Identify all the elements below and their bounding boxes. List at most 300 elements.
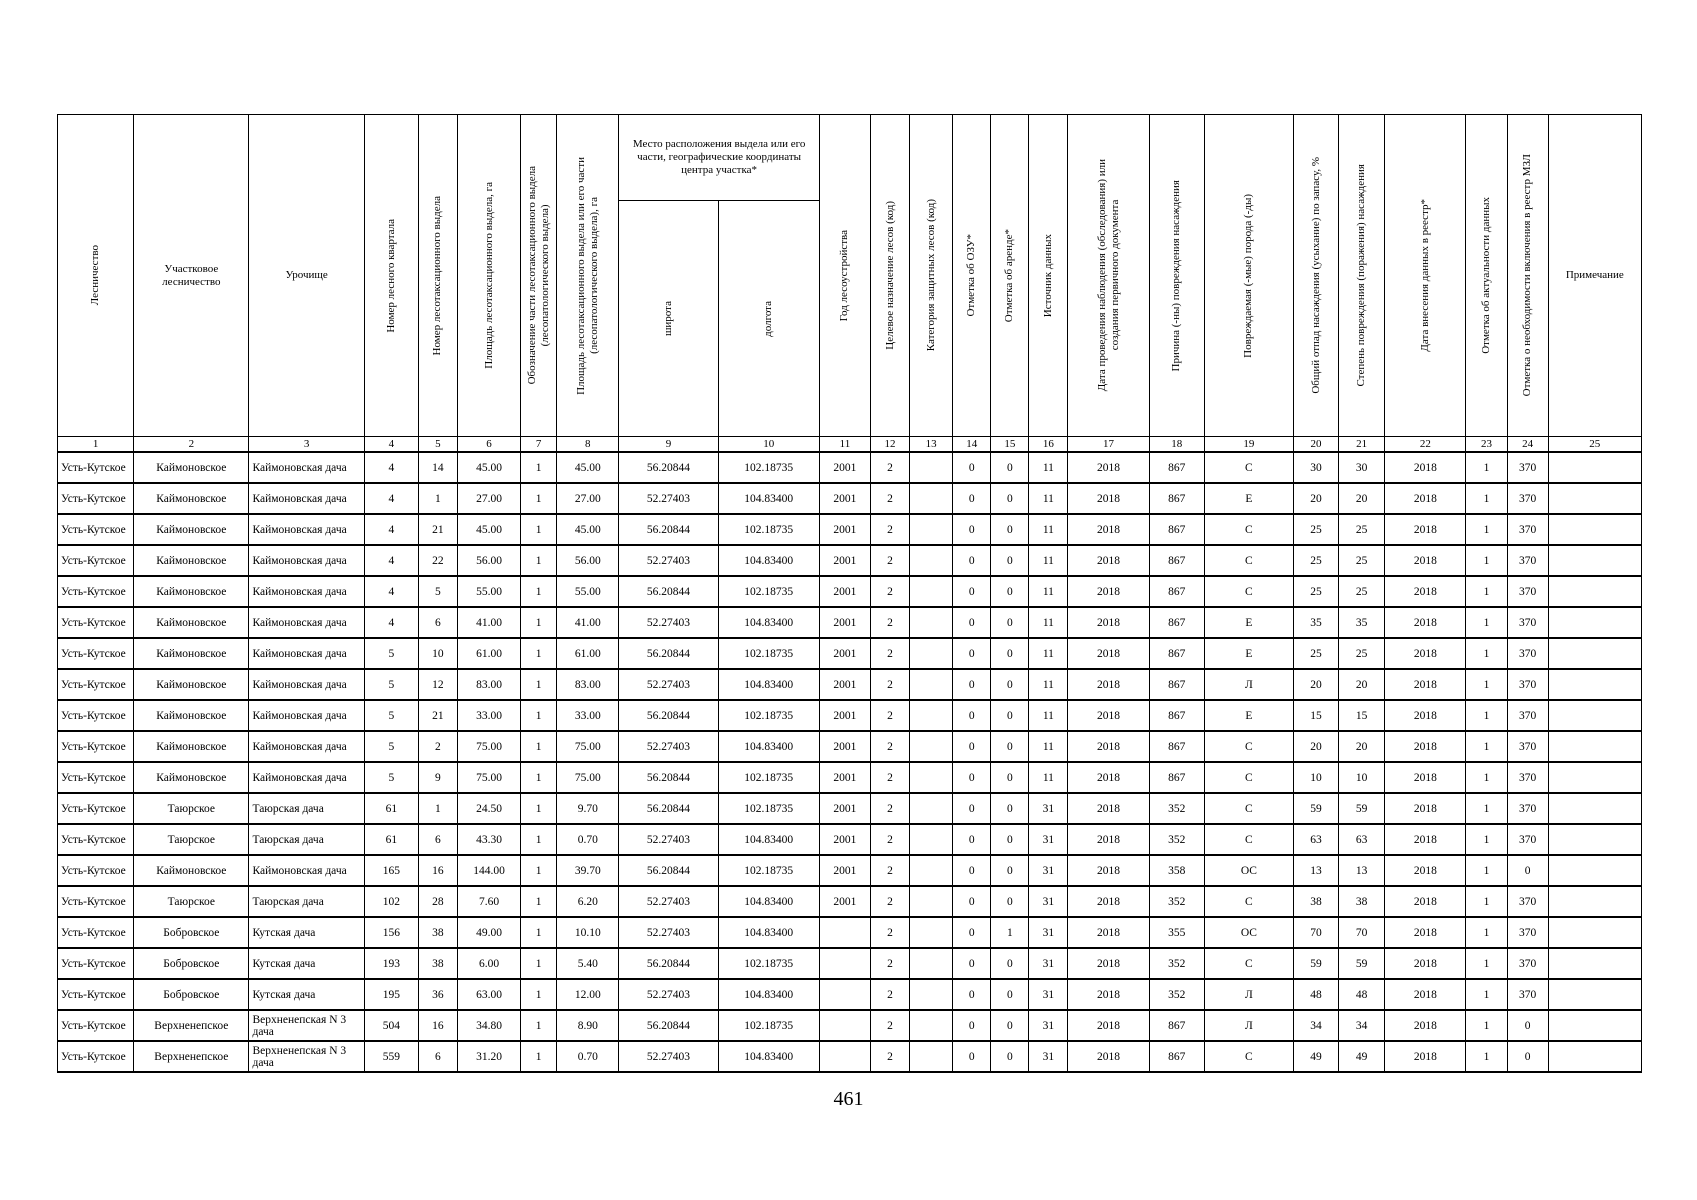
column-number: 21 <box>1339 437 1385 453</box>
cell-quarter: 4 <box>364 514 418 545</box>
cell-registry-date: 2018 <box>1385 948 1466 979</box>
cell-plot: 16 <box>418 855 457 886</box>
cell-species: С <box>1204 576 1293 607</box>
cell-plot: 10 <box>418 638 457 669</box>
cell-dieback: 48 <box>1294 979 1339 1010</box>
header-ozu-mark: Отметка об ОЗУ* <box>953 115 991 437</box>
cell-plot: 21 <box>418 700 457 731</box>
cell-part: 1 <box>521 700 557 731</box>
cell-note <box>1548 452 1641 483</box>
cell-relevance-mark: 1 <box>1466 576 1507 607</box>
header-relevance-mark: Отметка об актуальности данных <box>1466 115 1507 437</box>
cell-tract: Каймоновская дача <box>249 700 364 731</box>
cell-latitude: 56.20844 <box>619 948 718 979</box>
cell-relevance-mark: 1 <box>1466 483 1507 514</box>
cell-part-area: 55.00 <box>557 576 619 607</box>
cell-damage-cause: 867 <box>1149 1010 1204 1041</box>
header-plot-area: Площадь лесотаксационного выдела, га <box>457 115 520 437</box>
cell-longitude: 104.83400 <box>718 824 819 855</box>
cell-data-source: 11 <box>1029 700 1068 731</box>
cell-part: 1 <box>521 607 557 638</box>
cell-longitude: 104.83400 <box>718 917 819 948</box>
cell-forestry: Усть-Кутское <box>58 700 134 731</box>
cell-latitude: 52.27403 <box>619 669 718 700</box>
cell-damage-cause: 358 <box>1149 855 1204 886</box>
cell-tract: Верхненепская N 3 дача <box>249 1010 364 1041</box>
cell-ozu-mark: 0 <box>953 793 991 824</box>
cell-purpose-code: 2 <box>870 545 909 576</box>
cell-forestry: Усть-Кутское <box>58 731 134 762</box>
cell-note <box>1548 886 1641 917</box>
column-number: 7 <box>521 437 557 453</box>
cell-damage-degree: 59 <box>1339 793 1385 824</box>
cell-observation-date: 2018 <box>1068 793 1149 824</box>
cell-lease-mark: 0 <box>991 700 1029 731</box>
cell-forestry: Усть-Кутское <box>58 855 134 886</box>
cell-observation-date: 2018 <box>1068 762 1149 793</box>
cell-purpose-code: 2 <box>870 1041 909 1072</box>
header-observation-date: Дата проведения наблюдения (обследования) или создания первичного документа <box>1068 115 1149 437</box>
cell-note <box>1548 917 1641 948</box>
cell-forestry: Усть-Кутское <box>58 576 134 607</box>
cell-damage-cause: 867 <box>1149 452 1204 483</box>
table-row <box>58 762 1642 793</box>
cell-damage-cause: 867 <box>1149 638 1204 669</box>
header-plot-part: Обозначение части лесотаксационного выдела (лесопатологического выдела) <box>521 115 557 437</box>
cell-ozu-mark: 0 <box>953 545 991 576</box>
cell-species: С <box>1204 452 1293 483</box>
cell-tract: Каймоновская дача <box>249 576 364 607</box>
cell-observation-date: 2018 <box>1068 979 1149 1010</box>
cell-inventory-year: 2001 <box>819 824 870 855</box>
column-number: 17 <box>1068 437 1149 453</box>
table-row <box>58 731 1642 762</box>
cell-part: 1 <box>521 793 557 824</box>
cell-mzl-mark: 0 <box>1507 1041 1548 1072</box>
cell-protective-category <box>910 1010 953 1041</box>
cell-part-area: 56.00 <box>557 545 619 576</box>
cell-damage-cause: 867 <box>1149 545 1204 576</box>
cell-lease-mark: 0 <box>991 545 1029 576</box>
cell-protective-category <box>910 731 953 762</box>
cell-data-source: 11 <box>1029 576 1068 607</box>
cell-tract: Верхненепская N 3 дача <box>249 1041 364 1072</box>
cell-inventory-year: 2001 <box>819 607 870 638</box>
cell-note <box>1548 979 1641 1010</box>
cell-protective-category <box>910 545 953 576</box>
column-number: 25 <box>1548 437 1641 453</box>
cell-ozu-mark: 0 <box>953 855 991 886</box>
cell-data-source: 31 <box>1029 1041 1068 1072</box>
cell-longitude: 102.18735 <box>718 638 819 669</box>
cell-damage-cause: 867 <box>1149 576 1204 607</box>
cell-ozu-mark: 0 <box>953 886 991 917</box>
table-row <box>58 638 1642 669</box>
cell-lease-mark: 0 <box>991 793 1029 824</box>
cell-relevance-mark: 1 <box>1466 886 1507 917</box>
cell-quarter: 193 <box>364 948 418 979</box>
cell-part: 1 <box>521 762 557 793</box>
column-number: 9 <box>619 437 718 453</box>
cell-district: Верхненепское <box>134 1010 249 1041</box>
cell-forestry: Усть-Кутское <box>58 514 134 545</box>
cell-tract: Каймоновская дача <box>249 607 364 638</box>
cell-longitude: 104.83400 <box>718 979 819 1010</box>
table-row <box>58 793 1642 824</box>
cell-purpose-code: 2 <box>870 917 909 948</box>
cell-note <box>1548 855 1641 886</box>
cell-part-area: 39.70 <box>557 855 619 886</box>
cell-lease-mark: 0 <box>991 731 1029 762</box>
cell-observation-date: 2018 <box>1068 886 1149 917</box>
cell-damage-degree: 30 <box>1339 452 1385 483</box>
table-row <box>58 700 1642 731</box>
cell-damage-degree: 20 <box>1339 483 1385 514</box>
cell-dieback: 20 <box>1294 731 1339 762</box>
cell-species: С <box>1204 793 1293 824</box>
cell-part: 1 <box>521 545 557 576</box>
cell-damage-degree: 34 <box>1339 1010 1385 1041</box>
page-number: 461 <box>833 1088 864 1110</box>
cell-data-source: 11 <box>1029 452 1068 483</box>
cell-mzl-mark: 370 <box>1507 731 1548 762</box>
header-damage-degree: Степень повреждения (поражения) насаждения <box>1339 115 1385 437</box>
cell-mzl-mark: 370 <box>1507 669 1548 700</box>
cell-part: 1 <box>521 452 557 483</box>
cell-purpose-code: 2 <box>870 452 909 483</box>
cell-dieback: 25 <box>1294 638 1339 669</box>
cell-species: Л <box>1204 1010 1293 1041</box>
cell-species: С <box>1204 948 1293 979</box>
cell-tract: Каймоновская дача <box>249 669 364 700</box>
cell-mzl-mark: 0 <box>1507 855 1548 886</box>
cell-inventory-year: 2001 <box>819 576 870 607</box>
cell-note <box>1548 948 1641 979</box>
cell-species: Е <box>1204 700 1293 731</box>
cell-damage-cause: 867 <box>1149 483 1204 514</box>
cell-data-source: 31 <box>1029 793 1068 824</box>
cell-inventory-year: 2001 <box>819 452 870 483</box>
cell-purpose-code: 2 <box>870 514 909 545</box>
cell-lease-mark: 0 <box>991 638 1029 669</box>
cell-part-area: 83.00 <box>557 669 619 700</box>
cell-mzl-mark: 370 <box>1507 948 1548 979</box>
cell-part-area: 0.70 <box>557 824 619 855</box>
cell-quarter: 5 <box>364 700 418 731</box>
cell-lease-mark: 0 <box>991 886 1029 917</box>
cell-longitude: 102.18735 <box>718 855 819 886</box>
header-mzl-mark: Отметка о необходимости включения в реестр МЗЛ <box>1507 115 1548 437</box>
cell-damage-degree: 25 <box>1339 514 1385 545</box>
cell-data-source: 31 <box>1029 1010 1068 1041</box>
cell-quarter: 4 <box>364 483 418 514</box>
cell-purpose-code: 2 <box>870 669 909 700</box>
cell-damage-cause: 352 <box>1149 979 1204 1010</box>
cell-data-source: 11 <box>1029 514 1068 545</box>
header-tract: Урочище <box>249 115 364 437</box>
cell-part-area: 0.70 <box>557 1041 619 1072</box>
cell-plot: 1 <box>418 483 457 514</box>
table-body <box>58 452 1642 1072</box>
cell-registry-date: 2018 <box>1385 638 1466 669</box>
cell-observation-date: 2018 <box>1068 669 1149 700</box>
cell-ozu-mark: 0 <box>953 1010 991 1041</box>
cell-purpose-code: 2 <box>870 824 909 855</box>
cell-longitude: 102.18735 <box>718 700 819 731</box>
cell-inventory-year <box>819 979 870 1010</box>
table-row <box>58 948 1642 979</box>
table-row <box>58 514 1642 545</box>
cell-plot: 6 <box>418 1041 457 1072</box>
cell-relevance-mark: 1 <box>1466 762 1507 793</box>
cell-inventory-year: 2001 <box>819 793 870 824</box>
cell-quarter: 5 <box>364 638 418 669</box>
cell-forestry: Усть-Кутское <box>58 452 134 483</box>
cell-damage-degree: 20 <box>1339 669 1385 700</box>
cell-quarter: 102 <box>364 886 418 917</box>
cell-latitude: 52.27403 <box>619 545 718 576</box>
cell-longitude: 102.18735 <box>718 948 819 979</box>
cell-latitude: 56.20844 <box>619 514 718 545</box>
cell-damage-cause: 867 <box>1149 514 1204 545</box>
table-row <box>58 607 1642 638</box>
header-part-area: Площадь лесотаксационного выдела или его части (лесопатологического выдела), га <box>557 115 619 437</box>
cell-ozu-mark: 0 <box>953 762 991 793</box>
cell-lease-mark: 0 <box>991 979 1029 1010</box>
cell-lease-mark: 0 <box>991 607 1029 638</box>
cell-note <box>1548 638 1641 669</box>
cell-species: С <box>1204 886 1293 917</box>
cell-mzl-mark: 370 <box>1507 452 1548 483</box>
cell-relevance-mark: 1 <box>1466 1010 1507 1041</box>
cell-ozu-mark: 0 <box>953 1041 991 1072</box>
cell-purpose-code: 2 <box>870 483 909 514</box>
cell-district: Каймоновское <box>134 452 249 483</box>
cell-plot-area: 31.20 <box>457 1041 520 1072</box>
cell-registry-date: 2018 <box>1385 700 1466 731</box>
cell-lease-mark: 1 <box>991 917 1029 948</box>
cell-relevance-mark: 1 <box>1466 948 1507 979</box>
cell-plot: 36 <box>418 979 457 1010</box>
cell-dieback: 63 <box>1294 824 1339 855</box>
cell-tract: Каймоновская дача <box>249 731 364 762</box>
header-damaged-species: Повреждаемая (-мые) порода (-ды) <box>1204 115 1293 437</box>
cell-forestry: Усть-Кутское <box>58 1041 134 1072</box>
cell-observation-date: 2018 <box>1068 514 1149 545</box>
cell-latitude: 56.20844 <box>619 638 718 669</box>
header-inventory-year: Год лесоустройства <box>819 115 870 437</box>
cell-plot-area: 56.00 <box>457 545 520 576</box>
cell-inventory-year: 2001 <box>819 638 870 669</box>
cell-ozu-mark: 0 <box>953 917 991 948</box>
cell-longitude: 104.83400 <box>718 731 819 762</box>
cell-district: Каймоновское <box>134 638 249 669</box>
cell-mzl-mark: 370 <box>1507 483 1548 514</box>
cell-district: Верхненепское <box>134 1041 249 1072</box>
cell-inventory-year: 2001 <box>819 545 870 576</box>
column-number: 20 <box>1294 437 1339 453</box>
cell-district: Каймоновское <box>134 607 249 638</box>
table-row <box>58 886 1642 917</box>
cell-species: ОС <box>1204 855 1293 886</box>
cell-dieback: 20 <box>1294 669 1339 700</box>
cell-species: Л <box>1204 669 1293 700</box>
cell-plot-area: 41.00 <box>457 607 520 638</box>
cell-plot-area: 33.00 <box>457 700 520 731</box>
cell-district: Бобровское <box>134 948 249 979</box>
cell-damage-cause: 352 <box>1149 948 1204 979</box>
cell-species: С <box>1204 731 1293 762</box>
cell-data-source: 31 <box>1029 855 1068 886</box>
cell-latitude: 52.27403 <box>619 979 718 1010</box>
cell-part: 1 <box>521 576 557 607</box>
cell-district: Каймоновское <box>134 483 249 514</box>
cell-protective-category <box>910 886 953 917</box>
cell-ozu-mark: 0 <box>953 731 991 762</box>
cell-purpose-code: 2 <box>870 855 909 886</box>
cell-registry-date: 2018 <box>1385 576 1466 607</box>
cell-ozu-mark: 0 <box>953 979 991 1010</box>
cell-latitude: 52.27403 <box>619 917 718 948</box>
cell-observation-date: 2018 <box>1068 1041 1149 1072</box>
cell-part-area: 75.00 <box>557 762 619 793</box>
cell-mzl-mark: 370 <box>1507 793 1548 824</box>
cell-species: Е <box>1204 638 1293 669</box>
cell-plot-area: 43.30 <box>457 824 520 855</box>
cell-registry-date: 2018 <box>1385 979 1466 1010</box>
cell-dieback: 35 <box>1294 607 1339 638</box>
cell-registry-date: 2018 <box>1385 669 1466 700</box>
cell-protective-category <box>910 1041 953 1072</box>
cell-longitude: 104.83400 <box>718 886 819 917</box>
cell-species: С <box>1204 545 1293 576</box>
cell-longitude: 102.18735 <box>718 762 819 793</box>
cell-quarter: 504 <box>364 1010 418 1041</box>
column-number: 5 <box>418 437 457 453</box>
table-row <box>58 824 1642 855</box>
cell-note <box>1548 824 1641 855</box>
cell-plot-area: 55.00 <box>457 576 520 607</box>
cell-mzl-mark: 370 <box>1507 886 1548 917</box>
cell-ozu-mark: 0 <box>953 948 991 979</box>
header-longitude: долгота <box>718 201 819 437</box>
cell-protective-category <box>910 917 953 948</box>
cell-protective-category <box>910 793 953 824</box>
cell-observation-date: 2018 <box>1068 917 1149 948</box>
cell-district: Каймоновское <box>134 576 249 607</box>
header-damage-cause: Причина (-ны) повреждения насаждения <box>1149 115 1204 437</box>
header-note: Примечание <box>1548 115 1641 437</box>
cell-damage-degree: 25 <box>1339 545 1385 576</box>
cell-relevance-mark: 1 <box>1466 700 1507 731</box>
cell-dieback: 38 <box>1294 886 1339 917</box>
cell-damage-cause: 352 <box>1149 886 1204 917</box>
cell-forestry: Усть-Кутское <box>58 793 134 824</box>
cell-relevance-mark: 1 <box>1466 979 1507 1010</box>
table-row <box>58 1010 1642 1041</box>
cell-district: Каймоновское <box>134 700 249 731</box>
cell-dieback: 49 <box>1294 1041 1339 1072</box>
cell-quarter: 195 <box>364 979 418 1010</box>
cell-tract: Каймоновская дача <box>249 514 364 545</box>
cell-note <box>1548 1010 1641 1041</box>
cell-mzl-mark: 370 <box>1507 762 1548 793</box>
cell-longitude: 104.83400 <box>718 1041 819 1072</box>
cell-plot: 28 <box>418 886 457 917</box>
cell-mzl-mark: 370 <box>1507 545 1548 576</box>
cell-registry-date: 2018 <box>1385 452 1466 483</box>
cell-part-area: 61.00 <box>557 638 619 669</box>
cell-quarter: 61 <box>364 793 418 824</box>
cell-tract: Кутская дача <box>249 948 364 979</box>
cell-forestry: Усть-Кутское <box>58 886 134 917</box>
column-number: 10 <box>718 437 819 453</box>
cell-relevance-mark: 1 <box>1466 824 1507 855</box>
cell-observation-date: 2018 <box>1068 452 1149 483</box>
header-location: Место расположения выдела или его части, географические координаты центра участка* <box>619 115 820 201</box>
cell-species: С <box>1204 824 1293 855</box>
cell-longitude: 104.83400 <box>718 483 819 514</box>
column-number: 18 <box>1149 437 1204 453</box>
cell-ozu-mark: 0 <box>953 638 991 669</box>
header-total-dieback: Общий отпад насаждения (усыхание) по запасу, % <box>1294 115 1339 437</box>
cell-quarter: 4 <box>364 607 418 638</box>
cell-dieback: 30 <box>1294 452 1339 483</box>
cell-damage-degree: 49 <box>1339 1041 1385 1072</box>
cell-registry-date: 2018 <box>1385 545 1466 576</box>
cell-damage-cause: 867 <box>1149 1041 1204 1072</box>
cell-forestry: Усть-Кутское <box>58 979 134 1010</box>
cell-inventory-year: 2001 <box>819 731 870 762</box>
column-number: 8 <box>557 437 619 453</box>
forest-damage-register-table <box>57 114 1642 1073</box>
cell-purpose-code: 2 <box>870 948 909 979</box>
column-number: 16 <box>1029 437 1068 453</box>
cell-dieback: 20 <box>1294 483 1339 514</box>
cell-species: Е <box>1204 483 1293 514</box>
cell-inventory-year: 2001 <box>819 762 870 793</box>
column-number: 11 <box>819 437 870 453</box>
cell-ozu-mark: 0 <box>953 576 991 607</box>
cell-damage-degree: 38 <box>1339 886 1385 917</box>
cell-observation-date: 2018 <box>1068 1010 1149 1041</box>
cell-forestry: Усть-Кутское <box>58 948 134 979</box>
cell-relevance-mark: 1 <box>1466 545 1507 576</box>
cell-inventory-year <box>819 948 870 979</box>
cell-damage-cause: 867 <box>1149 669 1204 700</box>
cell-part: 1 <box>521 979 557 1010</box>
cell-forestry: Усть-Кутское <box>58 1010 134 1041</box>
cell-data-source: 11 <box>1029 545 1068 576</box>
cell-part: 1 <box>521 669 557 700</box>
cell-purpose-code: 2 <box>870 576 909 607</box>
column-number: 3 <box>249 437 364 453</box>
cell-registry-date: 2018 <box>1385 1041 1466 1072</box>
cell-purpose-code: 2 <box>870 979 909 1010</box>
cell-damage-cause: 867 <box>1149 700 1204 731</box>
cell-mzl-mark: 370 <box>1507 979 1548 1010</box>
cell-purpose-code: 2 <box>870 762 909 793</box>
cell-damage-degree: 63 <box>1339 824 1385 855</box>
column-number: 13 <box>910 437 953 453</box>
cell-part: 1 <box>521 886 557 917</box>
cell-plot-area: 61.00 <box>457 638 520 669</box>
column-number: 22 <box>1385 437 1466 453</box>
cell-protective-category <box>910 607 953 638</box>
cell-observation-date: 2018 <box>1068 483 1149 514</box>
cell-quarter: 559 <box>364 1041 418 1072</box>
table-row <box>58 483 1642 514</box>
